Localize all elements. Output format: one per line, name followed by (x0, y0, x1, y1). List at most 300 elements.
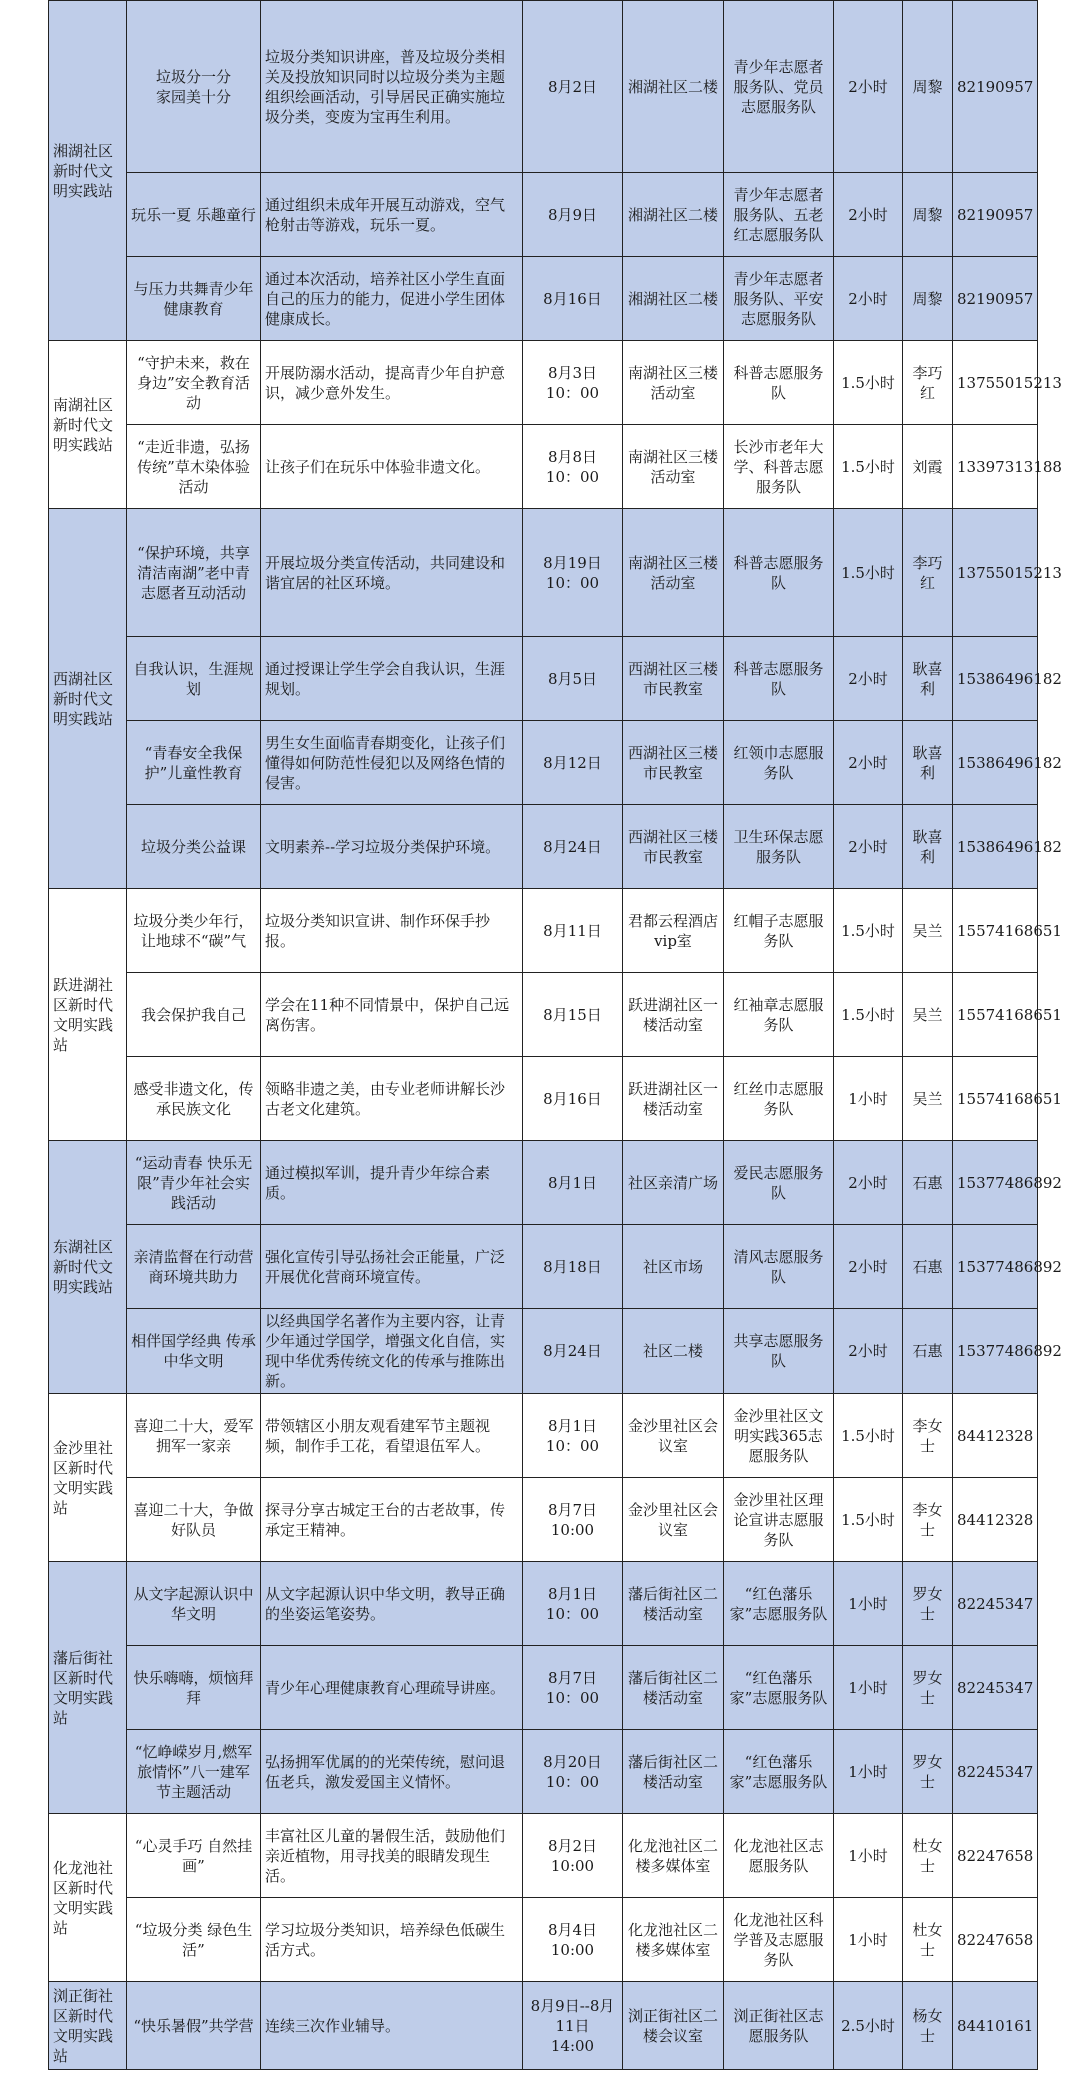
activity-place-cell (623, 1, 724, 173)
activity-date-text: 8月1日 10：00 (545, 1416, 600, 1455)
activity-content-cell (261, 721, 523, 805)
activity-place-text: 湘湖社区二楼 (627, 77, 718, 96)
activity-date-text: 8月5日 (547, 669, 598, 688)
phone-cell (953, 1057, 1062, 1141)
volunteer-team-cell (724, 1141, 834, 1225)
activity-date-text: 8月4日 10:00 (547, 1920, 598, 1959)
table-row (49, 1982, 1038, 2070)
activity-schedule-table (48, 0, 1062, 2070)
phone-cell (953, 637, 1062, 721)
station-name-cell (49, 1814, 127, 1982)
activity-content-cell (261, 973, 523, 1057)
contact-person-cell (903, 1730, 953, 1814)
activity-content-cell (261, 1394, 523, 1478)
activity-content-cell (261, 1, 523, 173)
phone-text: 15574168651 (957, 1089, 1062, 1108)
duration-cell (834, 889, 903, 973)
contact-person-text: 吴兰 (912, 921, 943, 940)
duration-text: 2小时 (848, 1257, 888, 1276)
phone-text: 15377486892 (957, 1173, 1062, 1192)
volunteer-team-cell (724, 257, 834, 341)
volunteer-team-text: 红领巾志愿服务队 (733, 743, 824, 782)
duration-text: 2小时 (848, 205, 888, 224)
activity-content-cell (261, 1141, 523, 1225)
activity-date-cell (523, 721, 623, 805)
duration-cell (834, 1478, 903, 1562)
activity-place-cell (623, 805, 724, 889)
volunteer-team-text: 青少年志愿者服务队、平安志愿服务队 (733, 269, 824, 328)
volunteer-team-cell (724, 425, 834, 509)
activity-place-text: 南湖社区三楼活动室 (627, 363, 718, 402)
volunteer-team-cell (724, 1394, 834, 1478)
phone-cell (953, 1898, 1038, 1982)
phone-cell (953, 425, 1062, 509)
volunteer-team-cell (724, 1478, 834, 1562)
phone-cell (953, 1562, 1038, 1646)
activity-name-text: 垃圾分一分 家园美十分 (155, 67, 231, 106)
table-row (49, 1141, 1038, 1225)
phone-cell (953, 889, 1062, 973)
activity-place-cell (623, 1898, 724, 1982)
table-row (49, 805, 1038, 889)
phone-text: 82245347 (957, 1678, 1034, 1697)
activity-name-text: 与压力共舞青少年健康教育 (133, 279, 254, 318)
activity-place-cell (623, 1478, 724, 1562)
contact-person-text: 李巧红 (912, 363, 943, 402)
station-name: 湘湖社区新时代文明实践站 (53, 141, 114, 200)
contact-person-text: 罗女士 (912, 1668, 943, 1707)
contact-person-text: 杜女士 (912, 1920, 943, 1959)
table-row (49, 973, 1038, 1057)
phone-text: 84410161 (957, 2016, 1034, 2035)
activity-content-text: 连续三次作业辅导。 (265, 2016, 401, 2035)
volunteer-team-text: 红袖章志愿服务队 (733, 995, 824, 1034)
activity-place-cell (623, 1141, 724, 1225)
activity-name-cell (127, 637, 261, 721)
contact-person-text: 罗女士 (912, 1584, 943, 1623)
volunteer-team-text: 红帽子志愿服务队 (733, 911, 824, 950)
activity-name-text: 自我认识，生涯规划 (133, 659, 254, 698)
phone-text: 82247658 (957, 1930, 1034, 1949)
activity-name-cell (127, 1478, 261, 1562)
phone-cell (953, 509, 1062, 637)
activity-place-text: 社区二楼 (642, 1342, 703, 1360)
activity-name-text: “垃圾分类 绿色生活” (134, 1920, 253, 1959)
contact-person-cell (903, 341, 953, 425)
activity-date-text: 8月12日 (543, 753, 602, 772)
volunteer-team-text: 化龙池社区科学普及志愿服务队 (733, 1910, 824, 1969)
station-name: 金沙里社区新时代文明实践站 (53, 1438, 114, 1517)
activity-content-text: 垃圾分类知识讲座，普及垃圾分类相关及投放知识同时以垃圾分类为主题组织绘画活动，引导居民正确实施垃圾分类，变废为宝再生利用。 (265, 47, 506, 126)
volunteer-team-text: 清风志愿服务队 (733, 1247, 824, 1286)
phone-text: 84412328 (957, 1510, 1034, 1529)
activity-name-text: “守护未来，救在身边”安全教育活动 (137, 353, 250, 412)
contact-person-text: 耿喜利 (912, 743, 943, 782)
volunteer-team-text: “红色藩乐家”志愿服务队 (729, 1668, 828, 1707)
activity-place-text: 南湖社区三楼活动室 (627, 553, 718, 592)
activity-content-cell (261, 425, 523, 509)
contact-person-cell (903, 173, 953, 257)
activity-date-text: 8月24日 (543, 1342, 602, 1360)
activity-place-text: 金沙里社区会议室 (627, 1500, 718, 1539)
activity-content-text: 开展垃圾分类宣传活动，共同建设和谐宜居的社区环境。 (265, 553, 506, 592)
activity-date-text: 8月11日 (543, 921, 602, 940)
contact-person-cell (903, 1394, 953, 1478)
contact-person-cell (903, 1982, 953, 2070)
table-row (49, 889, 1038, 973)
activity-place-text: 社区市场 (642, 1257, 703, 1276)
volunteer-team-text: “红色藩乐家”志愿服务队 (729, 1752, 828, 1791)
activity-content-text: 探寻分享古城定王台的古老故事，传承定王精神。 (265, 1500, 506, 1539)
activity-name-cell (127, 889, 261, 973)
activity-content-cell (261, 1730, 523, 1814)
activity-name-text: 喜迎二十大，爱军拥军一家亲 (133, 1416, 254, 1455)
activity-date-text: 8月16日 (543, 289, 602, 308)
activity-name-cell (127, 1057, 261, 1141)
activity-date-text: 8月7日 10:00 (547, 1500, 598, 1539)
contact-person-text: 耿喜利 (912, 659, 943, 698)
contact-person-cell (903, 1, 953, 173)
activity-content-text: 学会在11种不同情景中，保护自己远离伤害。 (265, 995, 510, 1034)
duration-cell (834, 425, 903, 509)
volunteer-team-text: 金沙里社区文明实践365志愿服务队 (733, 1406, 824, 1465)
contact-person-cell (903, 1225, 953, 1309)
table-row (49, 1814, 1038, 1898)
activity-place-text: 西湖社区三楼市民教室 (627, 659, 718, 698)
duration-text: 1小时 (848, 1846, 888, 1865)
duration-text: 1.5小时 (841, 1426, 895, 1445)
contact-person-text: 李女士 (912, 1416, 943, 1455)
volunteer-team-text: 共享志愿服务队 (733, 1332, 824, 1370)
activity-name-text: 垃圾分类少年行，让地球不“碳”气 (133, 911, 254, 950)
phone-cell (953, 1, 1038, 173)
volunteer-team-cell (724, 1982, 834, 2070)
table-row (49, 509, 1038, 637)
duration-cell (834, 1394, 903, 1478)
volunteer-team-text: 浏正街社区志愿服务队 (733, 2006, 824, 2045)
activity-name-text: “保护环境，共享清洁南湖”老中青志愿者互动活动 (137, 543, 250, 602)
contact-person-cell (903, 425, 953, 509)
activity-name-cell (127, 1730, 261, 1814)
activity-date-cell (523, 889, 623, 973)
station-name-cell (49, 1982, 127, 2070)
contact-person-cell (903, 637, 953, 721)
activity-content-text: 通过组织未成年开展互动游戏，空气枪射击等游戏，玩乐一夏。 (265, 195, 506, 234)
activity-date-cell (523, 1057, 623, 1141)
volunteer-team-cell (724, 1225, 834, 1309)
activity-place-cell (623, 1982, 724, 2070)
activity-date-cell (523, 1, 623, 173)
duration-cell (834, 341, 903, 425)
volunteer-team-cell (724, 341, 834, 425)
activity-date-cell (523, 637, 623, 721)
duration-cell (834, 173, 903, 257)
activity-content-cell (261, 1057, 523, 1141)
volunteer-team-cell (724, 1057, 834, 1141)
table-row (49, 1646, 1038, 1730)
activity-date-cell (523, 1982, 623, 2070)
activity-name-text: 感受非遗文化，传承民族文化 (133, 1079, 254, 1118)
volunteer-team-text: 爱民志愿服务队 (733, 1163, 824, 1202)
activity-date-text: 8月1日 10：00 (545, 1584, 600, 1623)
activity-date-text: 8月2日 10:00 (547, 1836, 598, 1875)
duration-text: 2小时 (848, 669, 888, 688)
activity-place-cell (623, 1394, 724, 1478)
activity-name-text: “走近非遗，弘扬传统”草木染体验活动 (137, 437, 250, 496)
activity-date-text: 8月16日 (543, 1089, 602, 1108)
phone-cell (953, 1982, 1038, 2070)
duration-cell (834, 805, 903, 889)
contact-person-text: 李巧红 (912, 553, 943, 592)
activity-place-text: 金沙里社区会议室 (627, 1416, 718, 1455)
activity-place-text: 藩后街社区二楼活动室 (627, 1668, 718, 1707)
phone-cell (953, 1141, 1062, 1225)
activity-content-text: 垃圾分类知识宣讲、制作环保手抄报。 (265, 911, 491, 950)
activity-date-text: 8月3日 10：00 (545, 363, 600, 402)
phone-text: 13755015213 (957, 373, 1062, 392)
activity-content-cell (261, 509, 523, 637)
phone-text: 82190957 (957, 205, 1034, 224)
contact-person-text: 罗女士 (912, 1752, 943, 1791)
contact-person-cell (903, 509, 953, 637)
volunteer-team-text: 科普志愿服务队 (733, 553, 824, 592)
duration-text: 1.5小时 (841, 1005, 895, 1024)
volunteer-team-cell (724, 721, 834, 805)
activity-content-text: 学习垃圾分类知识，培养绿色低碳生活方式。 (265, 1920, 506, 1959)
station-name-cell (49, 509, 127, 889)
activity-content-text: 强化宣传引导弘扬社会正能量，广泛开展优化营商环境宣传。 (265, 1247, 506, 1286)
contact-person-cell (903, 1562, 953, 1646)
activity-content-cell (261, 1562, 523, 1646)
activity-date-cell (523, 1730, 623, 1814)
station-name: 南湖社区新时代文明实践站 (53, 395, 114, 454)
activity-content-cell (261, 1309, 523, 1394)
activity-place-cell (623, 1814, 724, 1898)
activity-name-cell (127, 509, 261, 637)
activity-name-cell (127, 721, 261, 805)
phone-text: 15574168651 (957, 1005, 1062, 1024)
activity-place-cell (623, 509, 724, 637)
contact-person-cell (903, 1646, 953, 1730)
activity-date-text: 8月19日 10：00 (543, 553, 602, 592)
volunteer-team-text: 红丝巾志愿服务队 (733, 1079, 824, 1118)
activity-date-cell (523, 1394, 623, 1478)
contact-person-cell (903, 1898, 953, 1982)
activity-name-text: 从文字起源认识中华文明 (133, 1584, 254, 1623)
activity-name-text: “运动青春 快乐无限”青少年社会实践活动 (134, 1153, 253, 1212)
volunteer-team-cell (724, 1, 834, 173)
activity-place-cell (623, 1057, 724, 1141)
activity-date-cell (523, 973, 623, 1057)
duration-text: 1小时 (848, 1089, 888, 1108)
station-name-cell (49, 341, 127, 509)
activity-content-text: 让孩子们在玩乐中体验非遗文化。 (265, 457, 491, 476)
activity-name-cell (127, 973, 261, 1057)
activity-content-text: 青少年心理健康教育心理疏导讲座。 (265, 1678, 506, 1697)
activity-place-text: 南湖社区三楼活动室 (627, 447, 718, 486)
activity-name-text: 玩乐一夏 乐趣童行 (131, 205, 256, 224)
phone-cell (953, 173, 1038, 257)
station-name: 跃进湖社区新时代文明实践站 (53, 975, 114, 1054)
duration-text: 1小时 (848, 1762, 888, 1781)
activity-name-cell (127, 1646, 261, 1730)
activity-name-text: “快乐暑假”共学营 (133, 2016, 254, 2035)
activity-place-text: 化龙池社区二楼多媒体室 (627, 1920, 718, 1959)
volunteer-team-cell (724, 973, 834, 1057)
activity-name-cell (127, 1, 261, 173)
activity-date-cell (523, 341, 623, 425)
duration-text: 2小时 (848, 1173, 888, 1192)
duration-cell (834, 1, 903, 173)
contact-person-text: 周黎 (912, 205, 943, 224)
activity-place-text: 浏正街社区二楼会议室 (627, 2006, 718, 2045)
activity-place-text: 湘湖社区二楼 (627, 289, 718, 308)
activity-date-text: 8月9日--8月11日 14:00 (530, 1996, 615, 2055)
contact-person-cell (903, 1309, 953, 1394)
contact-person-text: 周黎 (912, 289, 943, 308)
activity-content-text: 文明素养--学习垃圾分类保护环境。 (265, 837, 501, 856)
phone-text: 82247658 (957, 1846, 1034, 1865)
activity-name-text: 我会保护我自己 (140, 1005, 246, 1024)
duration-text: 1.5小时 (841, 563, 895, 582)
table-row (49, 1394, 1038, 1478)
activity-place-cell (623, 889, 724, 973)
activity-name-text: 亲清监督在行动营商环境共助力 (133, 1247, 254, 1286)
activity-date-cell (523, 1898, 623, 1982)
activity-name-cell (127, 1141, 261, 1225)
contact-person-text: 杨女士 (912, 2006, 943, 2045)
phone-text: 15377486892 (957, 1342, 1062, 1360)
activity-place-cell (623, 1646, 724, 1730)
volunteer-team-text: 青少年志愿者服务队、党员志愿服务队 (733, 57, 824, 116)
table-row (49, 1225, 1038, 1309)
activity-name-cell (127, 1898, 261, 1982)
duration-cell (834, 1309, 903, 1394)
contact-person-cell (903, 889, 953, 973)
activity-name-cell (127, 1814, 261, 1898)
activity-name-text: “心灵手巧 自然挂画” (134, 1836, 253, 1875)
phone-text: 15377486892 (957, 1257, 1062, 1276)
table-row (49, 1, 1038, 173)
phone-cell (953, 1225, 1062, 1309)
activity-place-cell (623, 973, 724, 1057)
activity-date-text: 8月7日 10：00 (545, 1668, 600, 1707)
activity-name-cell (127, 1562, 261, 1646)
activity-name-cell (127, 1225, 261, 1309)
duration-text: 2.5小时 (841, 2016, 895, 2035)
activity-date-cell (523, 1646, 623, 1730)
phone-text: 82245347 (957, 1762, 1034, 1781)
activity-content-text: 弘扬拥军优属的的光荣传统，慰问退伍老兵，激发爱国主义情怀。 (265, 1752, 506, 1791)
activity-name-text: 相伴国学经典 传承中华文明 (131, 1332, 256, 1370)
contact-person-text: 吴兰 (912, 1089, 943, 1108)
volunteer-team-cell (724, 637, 834, 721)
activity-content-cell (261, 805, 523, 889)
duration-text: 2小时 (848, 77, 888, 96)
contact-person-cell (903, 805, 953, 889)
duration-text: 2小时 (848, 837, 888, 856)
table-row (49, 173, 1038, 257)
activity-content-cell (261, 341, 523, 425)
table-row (49, 637, 1038, 721)
activity-name-cell (127, 1982, 261, 2070)
activity-content-cell (261, 889, 523, 973)
phone-cell (953, 721, 1062, 805)
volunteer-team-text: 青少年志愿者服务队、五老红志愿服务队 (733, 185, 824, 244)
contact-person-text: 石惠 (912, 1342, 943, 1360)
duration-text: 1.5小时 (841, 373, 895, 392)
activity-content-text: 开展防溺水活动，提高青少年自护意识，减少意外发生。 (265, 363, 506, 402)
contact-person-cell (903, 1478, 953, 1562)
activity-date-cell (523, 425, 623, 509)
activity-content-cell (261, 637, 523, 721)
station-name: 西湖社区新时代文明实践站 (53, 669, 114, 728)
activity-place-text: 跃进湖社区一楼活动室 (627, 1079, 718, 1118)
contact-person-cell (903, 1141, 953, 1225)
phone-text: 84412328 (957, 1426, 1034, 1445)
activity-place-text: 跃进湖社区一楼活动室 (627, 995, 718, 1034)
phone-text: 15574168651 (957, 921, 1062, 940)
station-name: 东湖社区新时代文明实践站 (53, 1238, 114, 1296)
station-name-cell (49, 1, 127, 341)
station-name: 藩后街社区新时代文明实践站 (53, 1648, 114, 1727)
contact-person-text: 周黎 (912, 77, 943, 96)
phone-cell (953, 1309, 1062, 1394)
activity-content-text: 丰富社区儿童的暑假生活，鼓励他们亲近植物，用寻找美的眼睛发现生活。 (265, 1826, 506, 1885)
duration-text: 1小时 (848, 1594, 888, 1613)
activity-place-text: 西湖社区三楼市民教室 (627, 827, 718, 866)
activity-place-cell (623, 425, 724, 509)
duration-text: 1.5小时 (841, 1510, 895, 1529)
activity-content-cell (261, 1982, 523, 2070)
volunteer-team-cell (724, 1814, 834, 1898)
station-name-cell (49, 1141, 127, 1394)
duration-cell (834, 721, 903, 805)
duration-cell (834, 1898, 903, 1982)
table-row (49, 341, 1038, 425)
activity-name-cell (127, 257, 261, 341)
activity-date-text: 8月9日 (547, 205, 598, 224)
table-row (49, 721, 1038, 805)
phone-text: 15386496182 (957, 753, 1062, 772)
activity-content-cell (261, 173, 523, 257)
duration-cell (834, 1814, 903, 1898)
station-name-cell (49, 1562, 127, 1814)
contact-person-text: 石惠 (912, 1257, 943, 1276)
duration-cell (834, 1982, 903, 2070)
duration-text: 2小时 (848, 289, 888, 308)
activity-content-cell (261, 1898, 523, 1982)
contact-person-cell (903, 1057, 953, 1141)
contact-person-text: 刘霞 (912, 457, 943, 476)
duration-cell (834, 1730, 903, 1814)
activity-place-cell (623, 1225, 724, 1309)
activity-place-cell (623, 173, 724, 257)
phone-text: 82190957 (957, 289, 1034, 308)
phone-text: 13397313188 (957, 457, 1062, 476)
activity-place-cell (623, 721, 724, 805)
activity-place-text: 社区亲清广场 (627, 1173, 718, 1192)
phone-cell (953, 973, 1062, 1057)
activity-place-text: 化龙池社区二楼多媒体室 (627, 1836, 718, 1875)
activity-date-cell (523, 1141, 623, 1225)
activity-name-cell (127, 805, 261, 889)
duration-cell (834, 1646, 903, 1730)
table-row (49, 1057, 1038, 1141)
activity-place-text: 藩后街社区二楼活动室 (627, 1752, 718, 1791)
phone-cell (953, 1478, 1038, 1562)
contact-person-text: 杜女士 (912, 1836, 943, 1875)
